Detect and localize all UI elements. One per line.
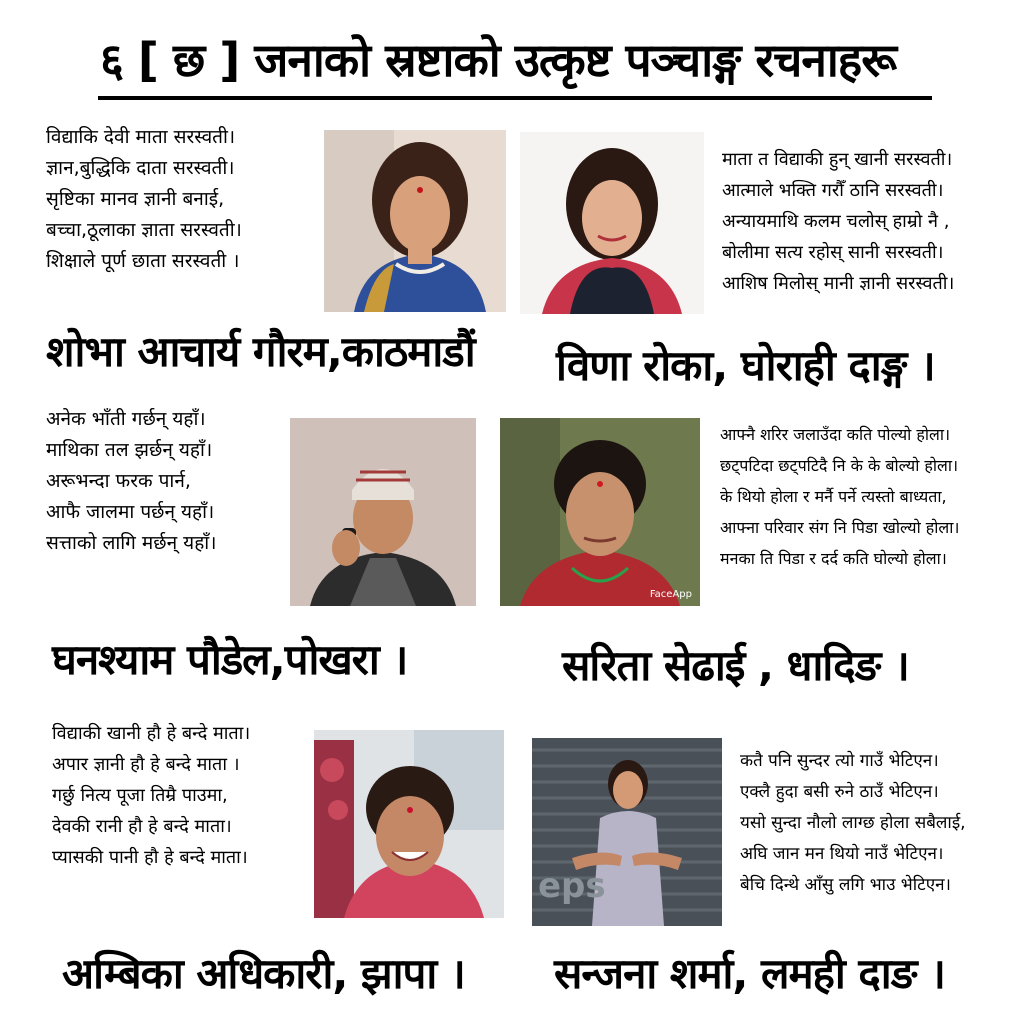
poem-5 [52, 718, 250, 873]
poem-line: अनेक भाँती गर्छन् यहाँ। [46, 408, 206, 430]
poem-line: के थियो होला र मर्नै पर्ने त्यस्तो बाध्यता, [720, 487, 947, 506]
poem-line: सत्ताको लागि मर्छन् यहाँ। [46, 532, 217, 554]
poem-line: सृष्टिका मानव ज्ञानी बनाई, [46, 188, 225, 210]
poem-line: मनका ति पिडा र दर्द कति घोल्यो होला। [720, 549, 947, 568]
poem-line: गर्छु नित्य पूजा तिम्रै पाउमा, [52, 785, 228, 806]
author-photo-2 [520, 132, 704, 314]
poem-line: आशिष मिलोस् मानी ज्ञानी सरस्वती। [722, 273, 955, 294]
author-name-1: शोभा आचार्य गौरम,काठमाडौं [46, 327, 475, 376]
poem-4 [720, 420, 960, 575]
poem-line: अन्यायमाथि कलम चलोस् हाम्रो नै , [722, 211, 950, 232]
poem-line: कतै पनि सुन्दर त्यो गाउँ भेटिएन। [740, 751, 939, 771]
poem-line: ज्ञान,बुद्धिकि दाता सरस्वती। [46, 157, 235, 179]
photo-watermark: FaceApp [649, 589, 692, 600]
page-title: ६ [ छ ] जनाको स्रष्टाको उत्कृष्ट पञ्चाङ्ग रचनाहरू [100, 33, 896, 87]
poem-2 [722, 144, 954, 299]
title-underline [98, 96, 932, 100]
author-photo-5 [314, 730, 504, 918]
author-name-3: घनश्याम पौडेल,पोखरा । [52, 635, 408, 684]
poem-line: अपार ज्ञानी हौ हे बन्दे माता । [52, 754, 240, 775]
poem-3 [46, 404, 216, 559]
author-photo-4 [500, 418, 700, 606]
author-photo-6 [532, 738, 722, 926]
poem-line: शिक्षाले पूर्ण छाता सरस्वती । [46, 250, 240, 272]
poem-line: छट्पटिदा छट्पटिदै नि के के बोल्यो होला। [720, 456, 959, 475]
poem-line: अघि जान मन थियो नाउँ भेटिएन। [740, 844, 944, 864]
poem-line: एक्लै हुदा बसी रुने ठाउँ भेटिएन। [740, 782, 939, 802]
poem-line: माथिका तल झर्छन् यहाँ। [46, 439, 213, 461]
poem-line: यसो सुन्दा नौलो लाग्छ होला सबैलाई, [740, 813, 966, 833]
author-photo-1 [324, 130, 506, 312]
author-name-4: सरिता सेढाई , धादिङ । [562, 641, 909, 690]
poem-line: आफ्ना परिवार संग नि पिडा खोल्यो होला। [720, 518, 960, 537]
author-photo-3 [290, 418, 476, 606]
poem-line: प्यासकी पानी हौ हे बन्दे माता। [52, 847, 248, 868]
poem-line: आफै जालमा पर्छन् यहाँ। [46, 501, 215, 523]
author-name-5: अम्बिका अधिकारी, झापा । [62, 949, 465, 998]
poem-line: आफ्नै शरिर जलाउँदा कति पोल्यो होला। [720, 425, 951, 444]
poem-line: बेचि दिन्थे आँसु लगि भाउ भेटिएन। [740, 875, 951, 895]
poem-line: विद्याकि देवी माता सरस्वती। [46, 126, 236, 148]
poem-line: देवकी रानी हौ हे बन्दे माता। [52, 816, 232, 837]
poem-line: बोलीमा सत्य रहोस् सानी सरस्वती। [722, 242, 944, 263]
poem-line: अरूभन्दा फरक पार्न, [46, 470, 191, 492]
author-name-2: विणा रोका, घोराही दाङ्ग । [556, 341, 935, 390]
author-name-6: सन्जना शर्मा, लमही दाङ । [554, 949, 945, 998]
poem-line: बच्चा,ठूलाका ज्ञाता सरस्वती। [46, 219, 242, 241]
poem-6 [740, 746, 966, 901]
poem-1 [46, 122, 242, 277]
poem-line: विद्याकी खानी हौ हे बन्दे माता। [52, 723, 251, 744]
photo-watermark: eps [538, 866, 606, 906]
poem-line: माता त विद्याकी हुन् खानी सरस्वती। [722, 149, 953, 170]
poem-line: आत्माले भक्ति गरौँ ठानि सरस्वती। [722, 180, 944, 201]
